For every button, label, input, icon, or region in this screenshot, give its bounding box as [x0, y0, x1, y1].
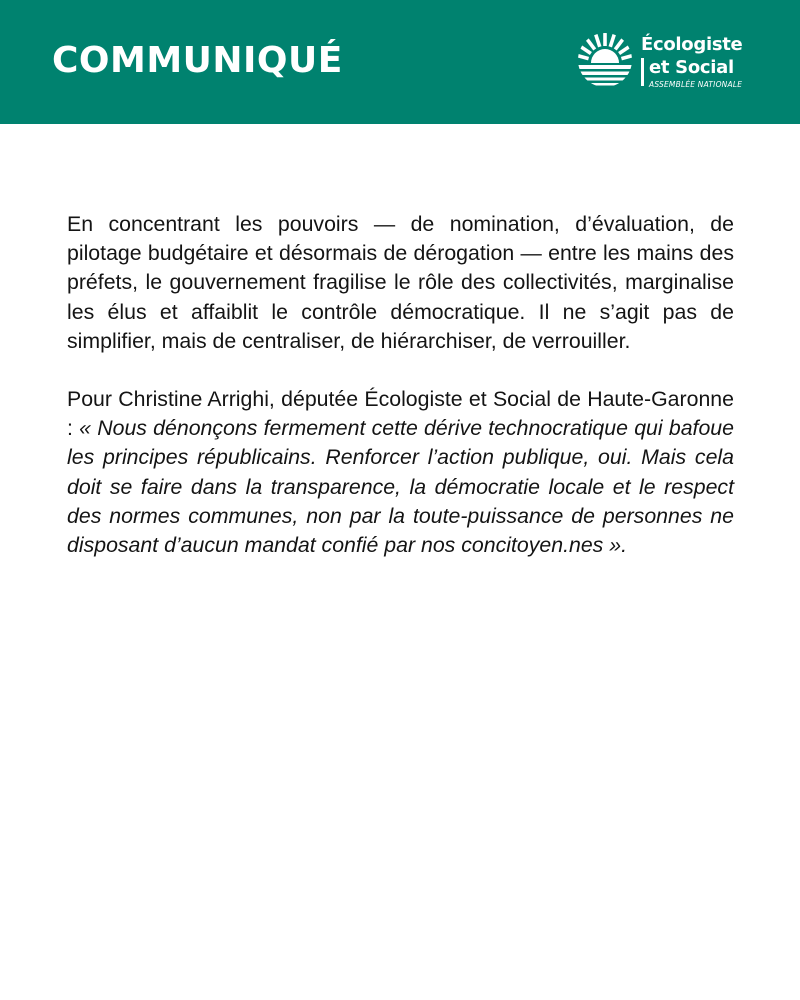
- header-banner: [0, 0, 800, 124]
- communique-body: [67, 210, 734, 589]
- arrighi-quote: « Nous dénonçons fermement cette dérive technocratique qui bafoue les principes républicains. Renforcer l’action publique, oui. Mais cela doit se faire dans la transparence, la démocratie locale et le respect des normes communes, non par la toute-puissance de personnes ne disposant d’aucun mandat confié par nos concitoyen.nes ».: [67, 416, 734, 558]
- logo-text-ecologiste: Écologiste: [641, 34, 743, 55]
- sunrise-logo-icon: [577, 32, 633, 88]
- logo-divider: [641, 58, 644, 86]
- logo-subtitle: ASSEMBLÉE NATIONALE: [649, 80, 743, 89]
- paragraph-2: [67, 385, 734, 560]
- paragraph-1: En concentrant les pouvoirs — de nomination, d’évaluation, de pilotage budgétaire et désormais de dérogation — entre les mains des préfets, le gouvernement fragilise le rôle des collectivités, marginalise les élus et affaiblit le contrôle démocratique. Il ne s’agit pas de simplifier, mais de centraliser, de hiérarchiser, de verrouiller.: [67, 212, 734, 353]
- party-logo: [577, 32, 767, 94]
- paragraph-2-intro: Pour Christine Arrighi, députée Écologiste et Social de Haute-Garonne :: [67, 387, 734, 441]
- logo-text-et-social: et Social: [649, 57, 734, 78]
- page-title: COMMUNIQUÉ: [52, 40, 343, 81]
